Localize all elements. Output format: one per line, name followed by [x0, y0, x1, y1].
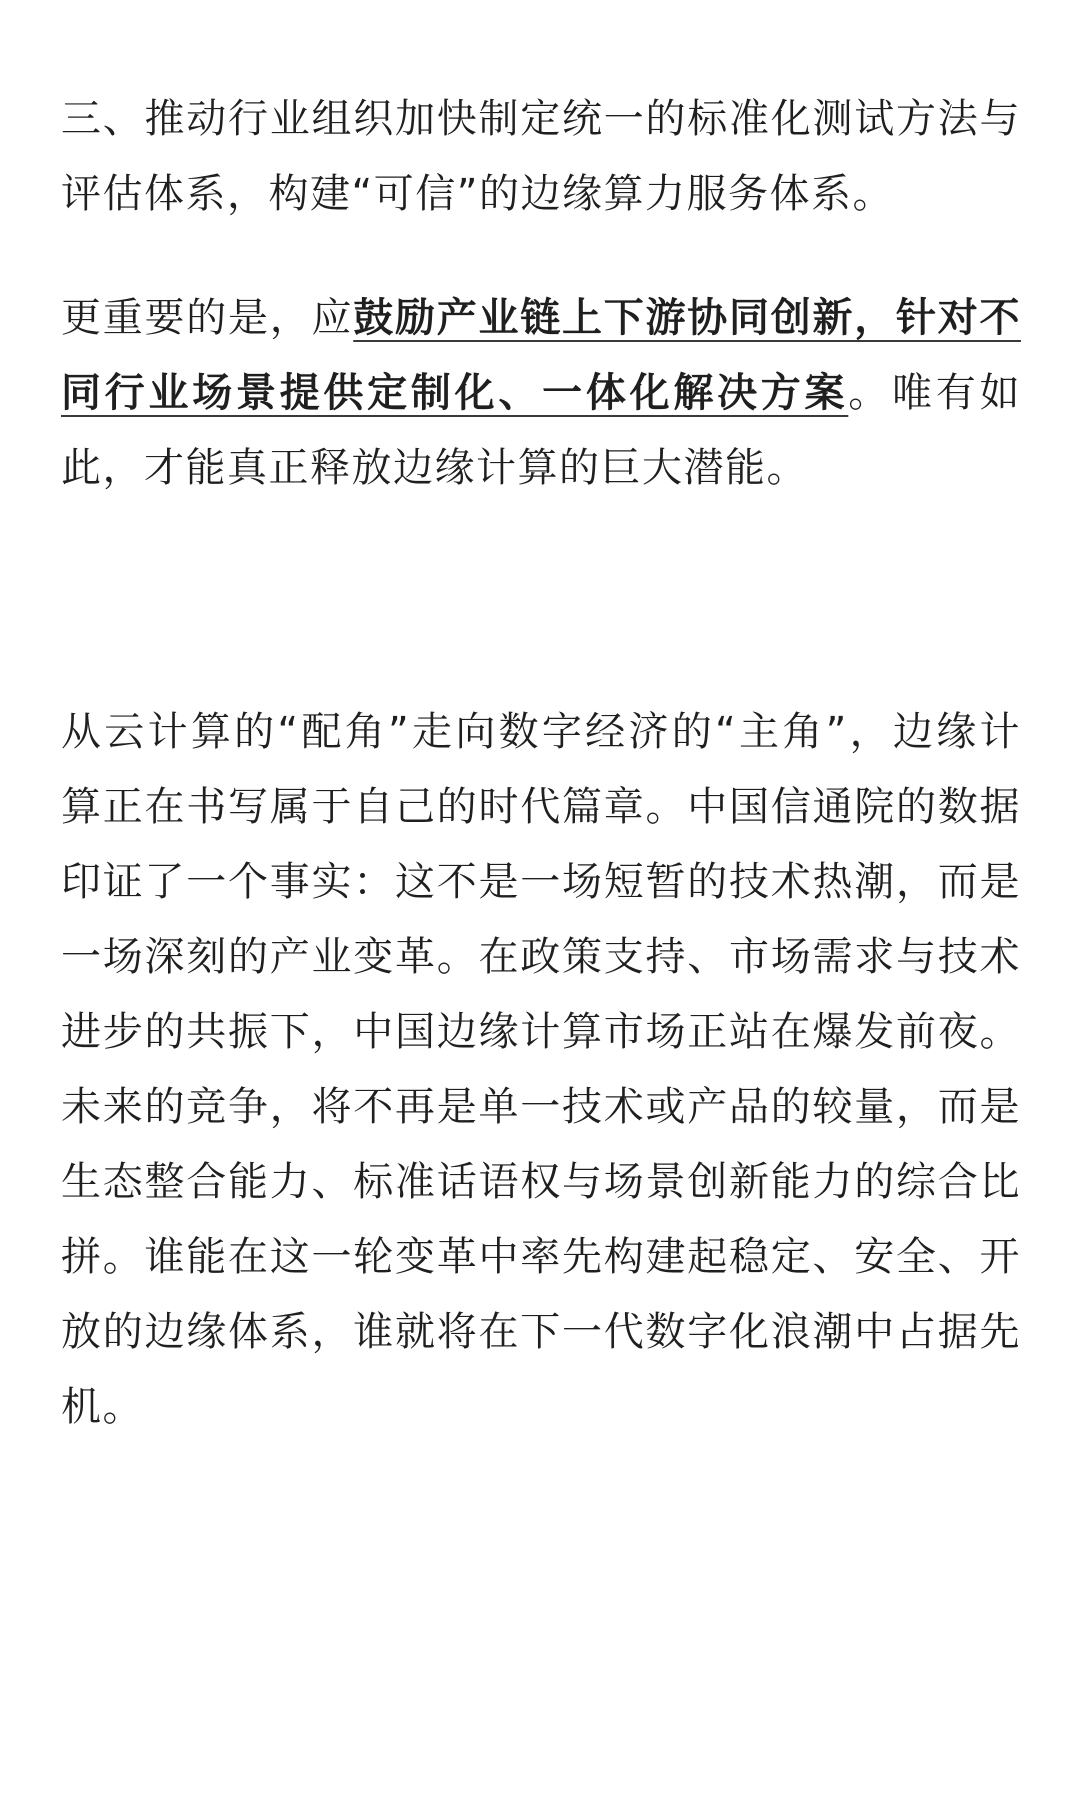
- paragraph-conclusion: 从云计算的“配角”走向数字经济的“主角”，边缘计算正在书写属于自己的时代篇章。中国信通院的数据印证了一个事实：这不是一场短暂的技术热潮，而是一场深刻的产业变革。在政策支持、市场需求与技术进步的共振下，中国边缘计算市场正站在爆发前夜。未来的竞争，将不再是单一技术或产品的较量，而是生态整合能力、标准话语权与场景创新能力的综合比拼。谁能在这一轮变革中率先构建起稳定、安全、开放的边缘体系，谁就将在下一代数字化浪潮中占据先机。: [61, 709, 1021, 1430]
- paragraph-innovation: [61, 281, 1021, 506]
- emphasized-underlined-text: 鼓励产业链上下游协同创新，针对不同行业场景提供定制化、一体化解决方案: [61, 295, 1021, 416]
- paragraph-tail-text: 。唯有如此，才能真正释放边缘计算的巨大潜能。: [61, 370, 1022, 491]
- article-body: [61, 82, 1021, 1445]
- paragraph-standards: 三、推动行业组织加快制定统一的标准化测试方法与评估体系，构建“可信”的边缘算力服务体系。: [61, 96, 1021, 217]
- paragraph-lead-text: 更重要的是，应: [61, 295, 354, 341]
